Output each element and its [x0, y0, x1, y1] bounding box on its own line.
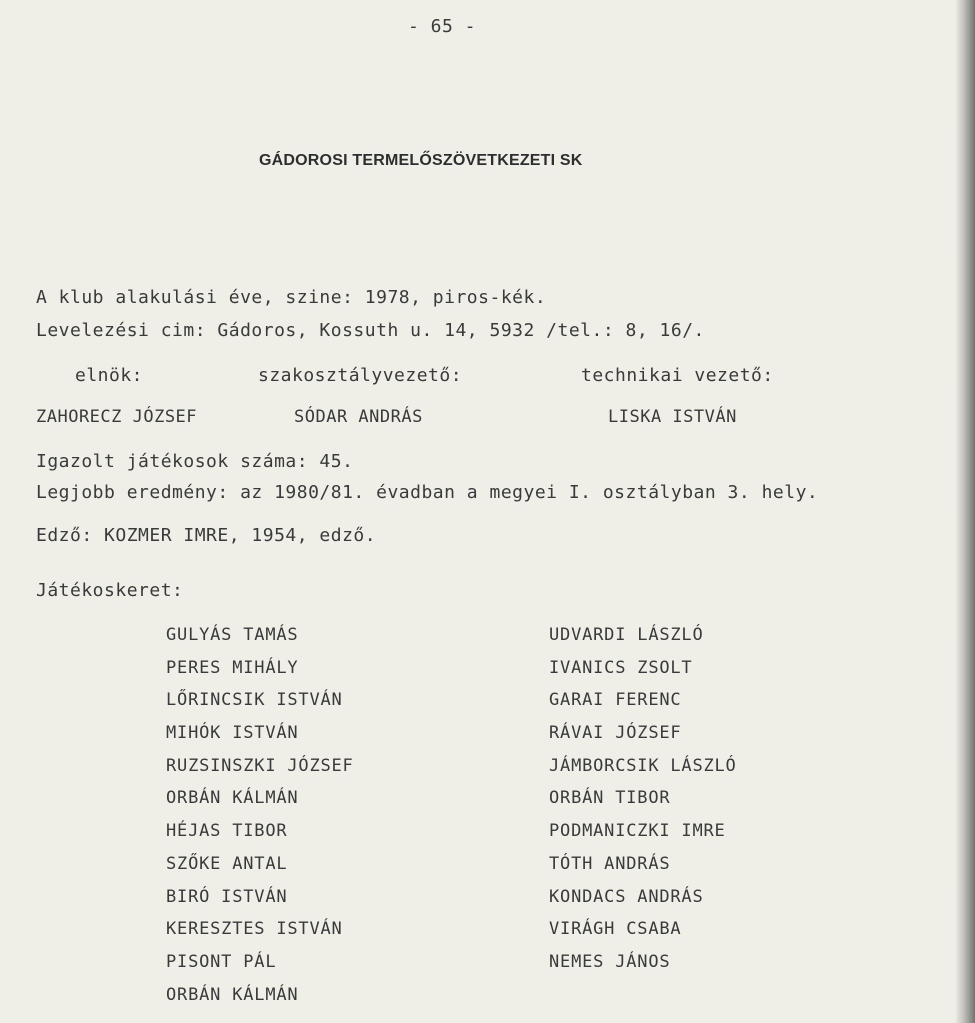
founding-line: A klub alakulási éve, szine: 1978, piros-kék.	[36, 287, 547, 308]
squad-player: VIRÁGH CSABA	[549, 919, 682, 940]
page-edge-shadow	[955, 0, 975, 1023]
squad-player: ORBÁN TIBOR	[549, 788, 671, 809]
squad-player: NEMES JÁNOS	[549, 951, 671, 972]
best-result-line: Legjobb eredmény: az 1980/81. évadban a megyei I. osztályban 3. hely.	[36, 482, 819, 503]
squad-player: GULYÁS TAMÁS	[166, 625, 299, 645]
squad-player: RÁVAI JÓZSEF	[549, 723, 682, 744]
squad-player: RUZSINSZKI JÓZSEF	[166, 755, 354, 776]
squad-player: PISONT PÁL	[166, 951, 277, 972]
technical-name: LISKA ISTVÁN	[608, 407, 737, 427]
president-name: ZAHORECZ JÓZSEF	[36, 407, 198, 427]
squad-player: GARAI FERENC	[549, 690, 682, 711]
squad-list-right	[549, 619, 737, 979]
squad-player: KERESZTES ISTVÁN	[166, 919, 343, 940]
squad-player: JÁMBORCSIK LÁSZLÓ	[549, 755, 737, 776]
club-title: GÁDOROSI TERMELŐSZÖVETKEZETI SK	[259, 152, 583, 169]
section-head-name: SÓDAR ANDRÁS	[294, 407, 423, 427]
address-line: Levelezési cim: Gádoros, Kossuth u. 14, 5932 /tel.: 8, 16/.	[36, 320, 705, 341]
squad-list-left	[166, 619, 354, 1011]
squad-player: TÓTH ANDRÁS	[549, 853, 671, 874]
page-number: - 65 -	[408, 16, 477, 37]
squad-player: SZŐKE ANTAL	[166, 853, 288, 874]
squad-player: MIHÓK ISTVÁN	[166, 723, 299, 744]
players-count-line: Igazolt játékosok száma: 45.	[36, 451, 354, 472]
squad-player: PODMANICZKI IMRE	[549, 821, 726, 842]
squad-player: BIRÓ ISTVÁN	[166, 886, 288, 907]
squad-player: ORBÁN KÁLMÁN	[166, 984, 299, 1005]
section-head-label: szakosztályvezető:	[258, 365, 463, 386]
technical-label: technikai vezető:	[581, 365, 774, 386]
squad-player: LŐRINCSIK ISTVÁN	[166, 690, 343, 711]
squad-player: KONDACS ANDRÁS	[549, 886, 704, 907]
squad-player: ORBÁN KÁLMÁN	[166, 788, 299, 809]
squad-player: HÉJAS TIBOR	[166, 821, 288, 842]
coach-line: Edző: KOZMER IMRE, 1954, edző.	[36, 525, 377, 546]
squad-player: PERES MIHÁLY	[166, 657, 299, 678]
squad-player: IVANICS ZSOLT	[549, 657, 693, 678]
squad-player: UDVARDI LÁSZLÓ	[549, 625, 704, 645]
squad-heading: Játékoskeret:	[36, 580, 184, 601]
president-label: elnök:	[75, 365, 144, 386]
